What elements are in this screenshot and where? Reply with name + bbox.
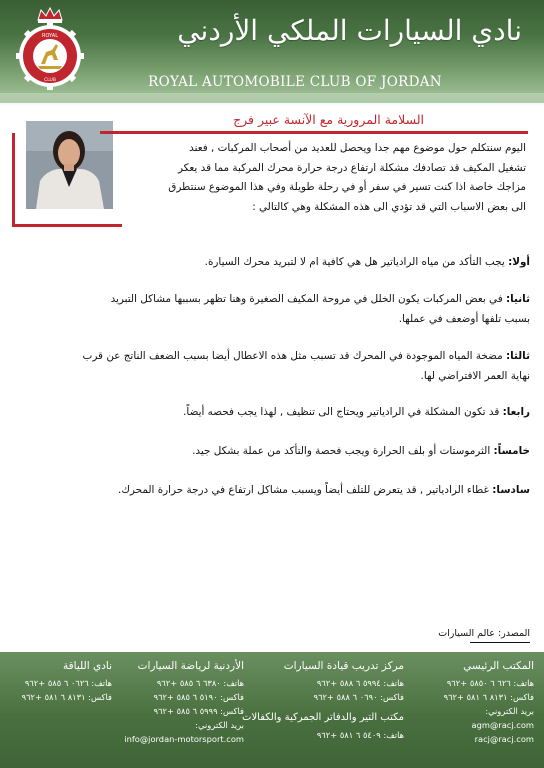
- point-sixth: [20, 481, 530, 501]
- article-title: السلامة المرورية مع الآنسة عبير فرج: [233, 112, 424, 127]
- footer-fax: فاكس: ٥٩٩٩ ٦ ٥٨٥ +٩٦٢: [153, 706, 244, 716]
- footer-email[interactable]: racj@racj.com: [474, 734, 534, 744]
- point-label: خامساً:: [493, 445, 530, 457]
- point-text: الثرموستات أو بلف الحرارة ويجب فحصة والتأكد من عملة بشكل جيد.: [192, 445, 491, 457]
- point-fifth: [20, 442, 530, 462]
- footer-phone: هاتف: ٥٤٠٩ ٦ ٥٨١ +٩٦٢: [316, 730, 404, 740]
- point-third: [20, 347, 530, 386]
- footer-phone: هاتف: ٦٣٨٠ ٦ ٥٨٥ +٩٦٢: [156, 678, 244, 688]
- footer-heading: الأردنية لرياضة السيارات: [137, 660, 244, 672]
- point-second: [20, 290, 530, 329]
- intro-line: الى بعض الاسباب التي قد تؤدي الى هذه المشكلة وهي كالتالي :: [252, 200, 526, 213]
- header-banner: [0, 0, 544, 103]
- svg-text:ROYAL: ROYAL: [41, 33, 59, 39]
- club-title-english: ROYAL AUTOMOBILE CLUB OF JORDAN: [148, 74, 442, 90]
- club-logo: [10, 6, 90, 90]
- point-text: نهاية العمر الافتراضي لها.: [420, 369, 530, 382]
- footer-heading: المكتب الرئيسي: [463, 660, 534, 672]
- point-text: يجب التأكد من مياه الرادياتير هل هي كافية ام لا لتبريد محرك السيارة.: [204, 256, 505, 268]
- point-label: سادسا:: [492, 484, 530, 496]
- author-photo: [26, 121, 113, 209]
- point-text: في بعض المركبات يكون الخلل في مروحة المكيف الصغيرة وهنا تظهر بسببها مشاكل التبريد: [110, 293, 503, 305]
- point-label: أولا:: [508, 256, 530, 268]
- point-text: مضخة المياه الموجودة في المحرك قد تسبب مثل هذه الاعطال أيضا بسبب الضعف الناتج عن قرب: [82, 350, 503, 362]
- footer-email-label: بريد الكتروني:: [485, 706, 534, 716]
- source-credit: المصدر: عالم السيارات: [438, 628, 530, 639]
- footer-contact-bar: [0, 652, 544, 768]
- point-text: بسبب تلفها أوضعف في عملها.: [398, 312, 530, 325]
- footer-phone: هاتف: ٠٦٢٦ ٦ ٥٨٥ +٩٦٢: [24, 678, 112, 688]
- footer-heading: نادي اللياقة: [63, 660, 112, 672]
- point-fourth: [20, 403, 530, 423]
- svg-text:CLUB: CLUB: [44, 78, 56, 83]
- source-underline: [470, 642, 530, 643]
- point-first: [20, 253, 530, 273]
- point-label: رابعا:: [502, 406, 530, 418]
- footer-motorsport: [114, 658, 244, 746]
- footer-fax: فاكس: ٥١٩٠ ٦ ٥٨٥ +٩٦٢: [153, 692, 244, 702]
- point-label: ثانيا:: [505, 293, 530, 305]
- frame-line-bottom: [12, 224, 122, 227]
- point-text: قد تكون المشكلة في الرادياتير ويحتاج الى تنظيف , لهذا يجب فحصه أيضاً.: [183, 406, 500, 418]
- footer-fax: فاكس: ٠٦٩٠ ٦ ٥٨٨ +٩٦٢: [313, 692, 404, 702]
- footer-fax: فاكس: ٨١٣١ ٦ ٥٨١ +٩٦٢: [443, 692, 534, 702]
- point-text: غطاء الرادياتير , قد يتعرض للتلف أيضاً ويسبب مشاكل ارتفاع في درجة حرارة المحرك.: [118, 484, 489, 496]
- footer-phone: هاتف: ٦٢٦ ٦ ٥٨٥٠ +٩٦٢: [446, 678, 534, 688]
- footer-email[interactable]: agm@racj.com: [471, 720, 534, 730]
- intro-line: مزاجك خاصة اذا كنت تسير في سفر أو في رحلة طويلة وفي هذا الموضوع سنتطرق: [168, 181, 526, 193]
- club-title-arabic: نادي السيارات الملكي الأردني: [177, 14, 522, 47]
- footer-head-office: [416, 658, 534, 746]
- frame-line-top: [100, 131, 528, 134]
- footer-heading: مركز تدريب قيادة السيارات: [283, 660, 404, 672]
- footer-email[interactable]: info@jordan-motorsport.com: [124, 734, 244, 744]
- footer-email-label: بريد الكتروني:: [195, 720, 244, 730]
- footer-heading: مكتب التير والدفاتر الجمركية والكفالات: [242, 712, 404, 723]
- intro-line: تشغيل المكيف قد تصادفك مشكلة ارتفاع درجة حرارة محرك المركبة مما قد يعكر: [177, 161, 526, 174]
- intro-paragraph: [112, 139, 526, 217]
- footer-fitness-club: [12, 658, 112, 704]
- frame-line-left: [12, 133, 15, 226]
- footer-fax: فاكس: ٨١٣١ ٦ ٥٨١ +٩٦٢: [21, 692, 112, 702]
- footer-driving-school: [242, 658, 404, 742]
- header-fade: [0, 93, 544, 107]
- footer-phone: هاتف: ٥٩٩٤ ٦ ٥٨٨ +٩٦٢: [316, 678, 404, 688]
- point-label: ثالثا:: [505, 350, 530, 362]
- intro-line: اليوم سنتكلم حول موضوع مهم جدا ويحصل للعديد من أصحاب المركبات , فعند: [189, 142, 526, 154]
